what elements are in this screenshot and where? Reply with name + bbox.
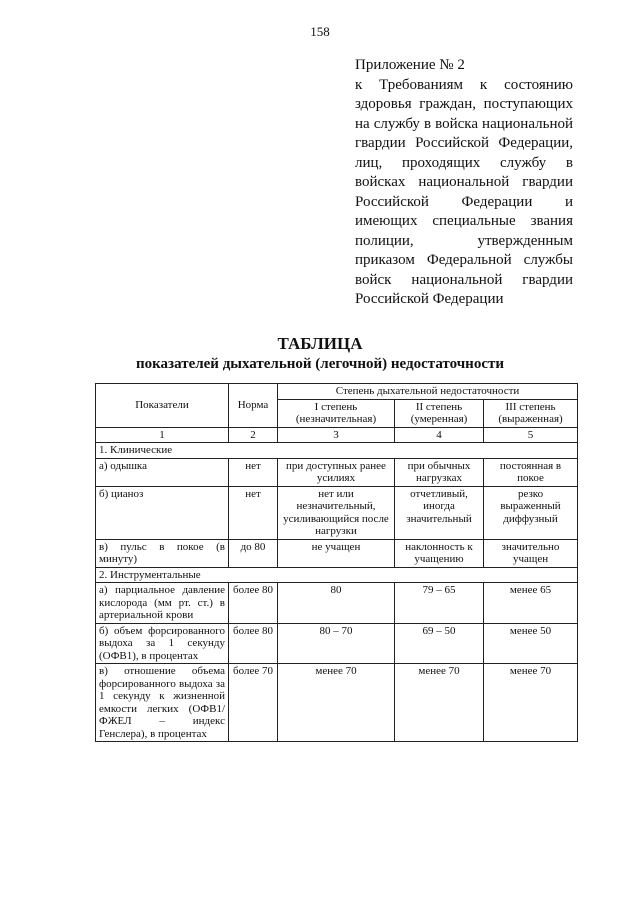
- header-degree-group: Степень дыхательной недостаточности: [278, 384, 578, 400]
- row-indicator: б) объем форсированного выдоха за 1 секунду (ОФВ1), в процентах: [96, 623, 229, 664]
- row-degree-2: 79 – 65: [395, 583, 484, 624]
- row-degree-1: при доступных ранее усилиях: [278, 458, 395, 486]
- row-degree-1: 80 – 70: [278, 623, 395, 664]
- row-norm: более 80: [229, 623, 278, 664]
- row-norm: нет: [229, 486, 278, 539]
- row-degree-2: менее 70: [395, 664, 484, 742]
- column-number: 3: [278, 427, 395, 443]
- column-number: 2: [229, 427, 278, 443]
- header-degree-3: III степень (выраженная): [484, 399, 578, 427]
- row-degree-3: значительно учащен: [484, 539, 578, 567]
- row-indicator: б) цианоз: [96, 486, 229, 539]
- row-degree-2: при обычных нагрузках: [395, 458, 484, 486]
- row-degree-3: менее 65: [484, 583, 578, 624]
- row-degree-1: менее 70: [278, 664, 395, 742]
- header-norm: Норма: [229, 384, 278, 428]
- row-indicator: а) парциальное давление кислорода (мм рт. ст.) в артериальной крови: [96, 583, 229, 624]
- header-degree-1: I степень (незначительная): [278, 399, 395, 427]
- row-indicator: а) одышка: [96, 458, 229, 486]
- row-degree-3: менее 50: [484, 623, 578, 664]
- header-degree-2: II степень (умеренная): [395, 399, 484, 427]
- row-degree-2: отчетливый, иногда значительный: [395, 486, 484, 539]
- section-title: 1. Клинические: [96, 443, 578, 459]
- row-degree-3: постоянная в покое: [484, 458, 578, 486]
- row-norm: более 80: [229, 583, 278, 624]
- row-indicator: в) отношение объема форсированного выдоха за 1 секунду к жизненной емкости легких (ОФВ1/ФЖЕЛ – индекс Генслера), в процентах: [96, 664, 229, 742]
- row-degree-2: 69 – 50: [395, 623, 484, 664]
- row-degree-1: нет или незначительный, усиливающийся после нагрузки: [278, 486, 395, 539]
- heading-subtitle: показателей дыхательной (легочной) недостаточности: [136, 356, 504, 372]
- heading-title: ТАБЛИЦА: [277, 334, 363, 353]
- table-heading: [0, 334, 640, 374]
- row-degree-1: 80: [278, 583, 395, 624]
- page-number: 158: [310, 24, 330, 39]
- header-indicators: Показатели: [96, 384, 229, 428]
- appendix-body: к Требованиям к состоянию здоровья граждан, поступающих на службу в войска национальной гвардии Российской Федерации, лиц, проходящих службу в войсках национальной гвардии Российской Федерации и имеющих специальные звания полиции, утвержденным приказом Федеральной службы войск национальной гвардии Российской Федерации: [355, 76, 573, 307]
- appendix-title: Приложение № 2: [355, 57, 465, 73]
- row-norm: более 70: [229, 664, 278, 742]
- column-number: 5: [484, 427, 578, 443]
- column-number: 1: [96, 427, 229, 443]
- column-number: 4: [395, 427, 484, 443]
- appendix-block: [355, 56, 573, 310]
- row-norm: нет: [229, 458, 278, 486]
- respiratory-insufficiency-table: [95, 383, 578, 742]
- row-degree-2: наклонность к учащению: [395, 539, 484, 567]
- row-indicator: в) пульс в покое (в минуту): [96, 539, 229, 567]
- section-title: 2. Инструментальные: [96, 567, 578, 583]
- row-degree-1: не учащен: [278, 539, 395, 567]
- row-degree-3: резко выраженный диффузный: [484, 486, 578, 539]
- row-degree-3: менее 70: [484, 664, 578, 742]
- row-norm: до 80: [229, 539, 278, 567]
